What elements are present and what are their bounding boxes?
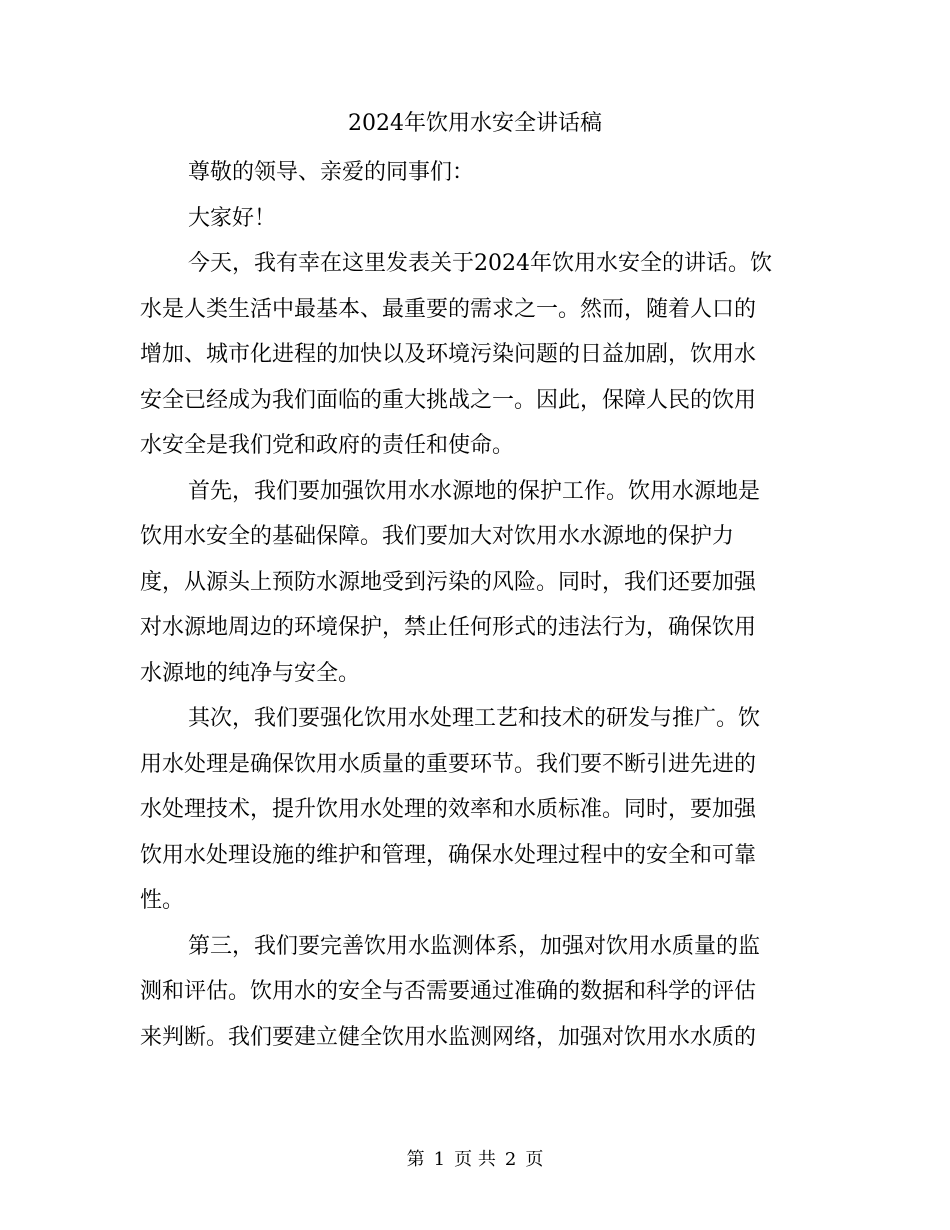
text-line: 测和评估。饮用水的安全与否需要通过准确的数据和科学的评估: [140, 979, 757, 1004]
current-page-number: 1: [433, 1149, 446, 1170]
paragraph: [140, 150, 804, 196]
text-line: 安全已经成为我们面临的重大挑战之一。因此，保障人民的饮用: [140, 387, 757, 413]
text-line: 来判断。我们要建立健全饮用水监测网络，加强对饮用水水质的: [140, 1024, 757, 1050]
paragraph: [140, 696, 804, 924]
paragraph: [140, 924, 804, 1061]
paragraph: [140, 241, 804, 469]
text-line: 首先，我们要加强饮用水水源地的保护工作。饮用水源地是: [188, 478, 761, 504]
text-line: 用水处理是确保饮用水质量的重要环节。我们要不断引进先进的: [140, 751, 757, 777]
page-footer: [0, 1147, 950, 1173]
text-line: 性。: [140, 888, 185, 913]
page-label-suffix: 页: [525, 1149, 544, 1170]
text-line: 大家好！: [188, 205, 277, 231]
page-label-prefix: 第: [406, 1149, 425, 1170]
text-line: 水安全是我们党和政府的责任和使命。: [140, 433, 515, 458]
text-line: 饮用水处理设施的维护和管理，确保水处理过程中的安全和可靠: [140, 842, 757, 868]
total-pages-number: 2: [504, 1149, 517, 1170]
paragraph: [140, 469, 804, 697]
text-line: 增加、城市化进程的加快以及环境污染问题的日益加剧，饮用水: [140, 342, 757, 367]
text-line: 水源地的纯净与安全。: [140, 660, 361, 686]
text-line: 对水源地周边的环境保护，禁止任何形式的违法行为，确保饮用: [140, 615, 757, 640]
text-line: 水处理技术，提升饮用水处理的效率和水质标准。同时，要加强: [140, 797, 757, 822]
text-line: 第三，我们要完善饮用水监测体系，加强对饮用水质量的监: [188, 933, 761, 959]
document-body: [140, 150, 804, 1060]
text-line: 其次，我们要强化饮用水处理工艺和技术的研发与推广。饮: [188, 706, 761, 731]
document-title: 2024年饮用水安全讲话稿: [348, 111, 602, 136]
text-line: 尊敬的领导、亲爱的同事们：: [188, 160, 475, 185]
paragraph: [140, 196, 804, 242]
text-line: 饮用水安全的基础保障。我们要加大对饮用水水源地的保护力: [140, 524, 735, 549]
page-label-middle: 页 共: [454, 1149, 496, 1170]
text-line: 水是人类生活中最基本、最重要的需求之一。然而，随着人口的: [140, 296, 757, 322]
text-line: 度，从源头上预防水源地受到污染的风险。同时，我们还要加强: [140, 569, 757, 595]
text-line: 今天，我有幸在这里发表关于2024年饮用水安全的讲话。饮: [188, 251, 772, 276]
